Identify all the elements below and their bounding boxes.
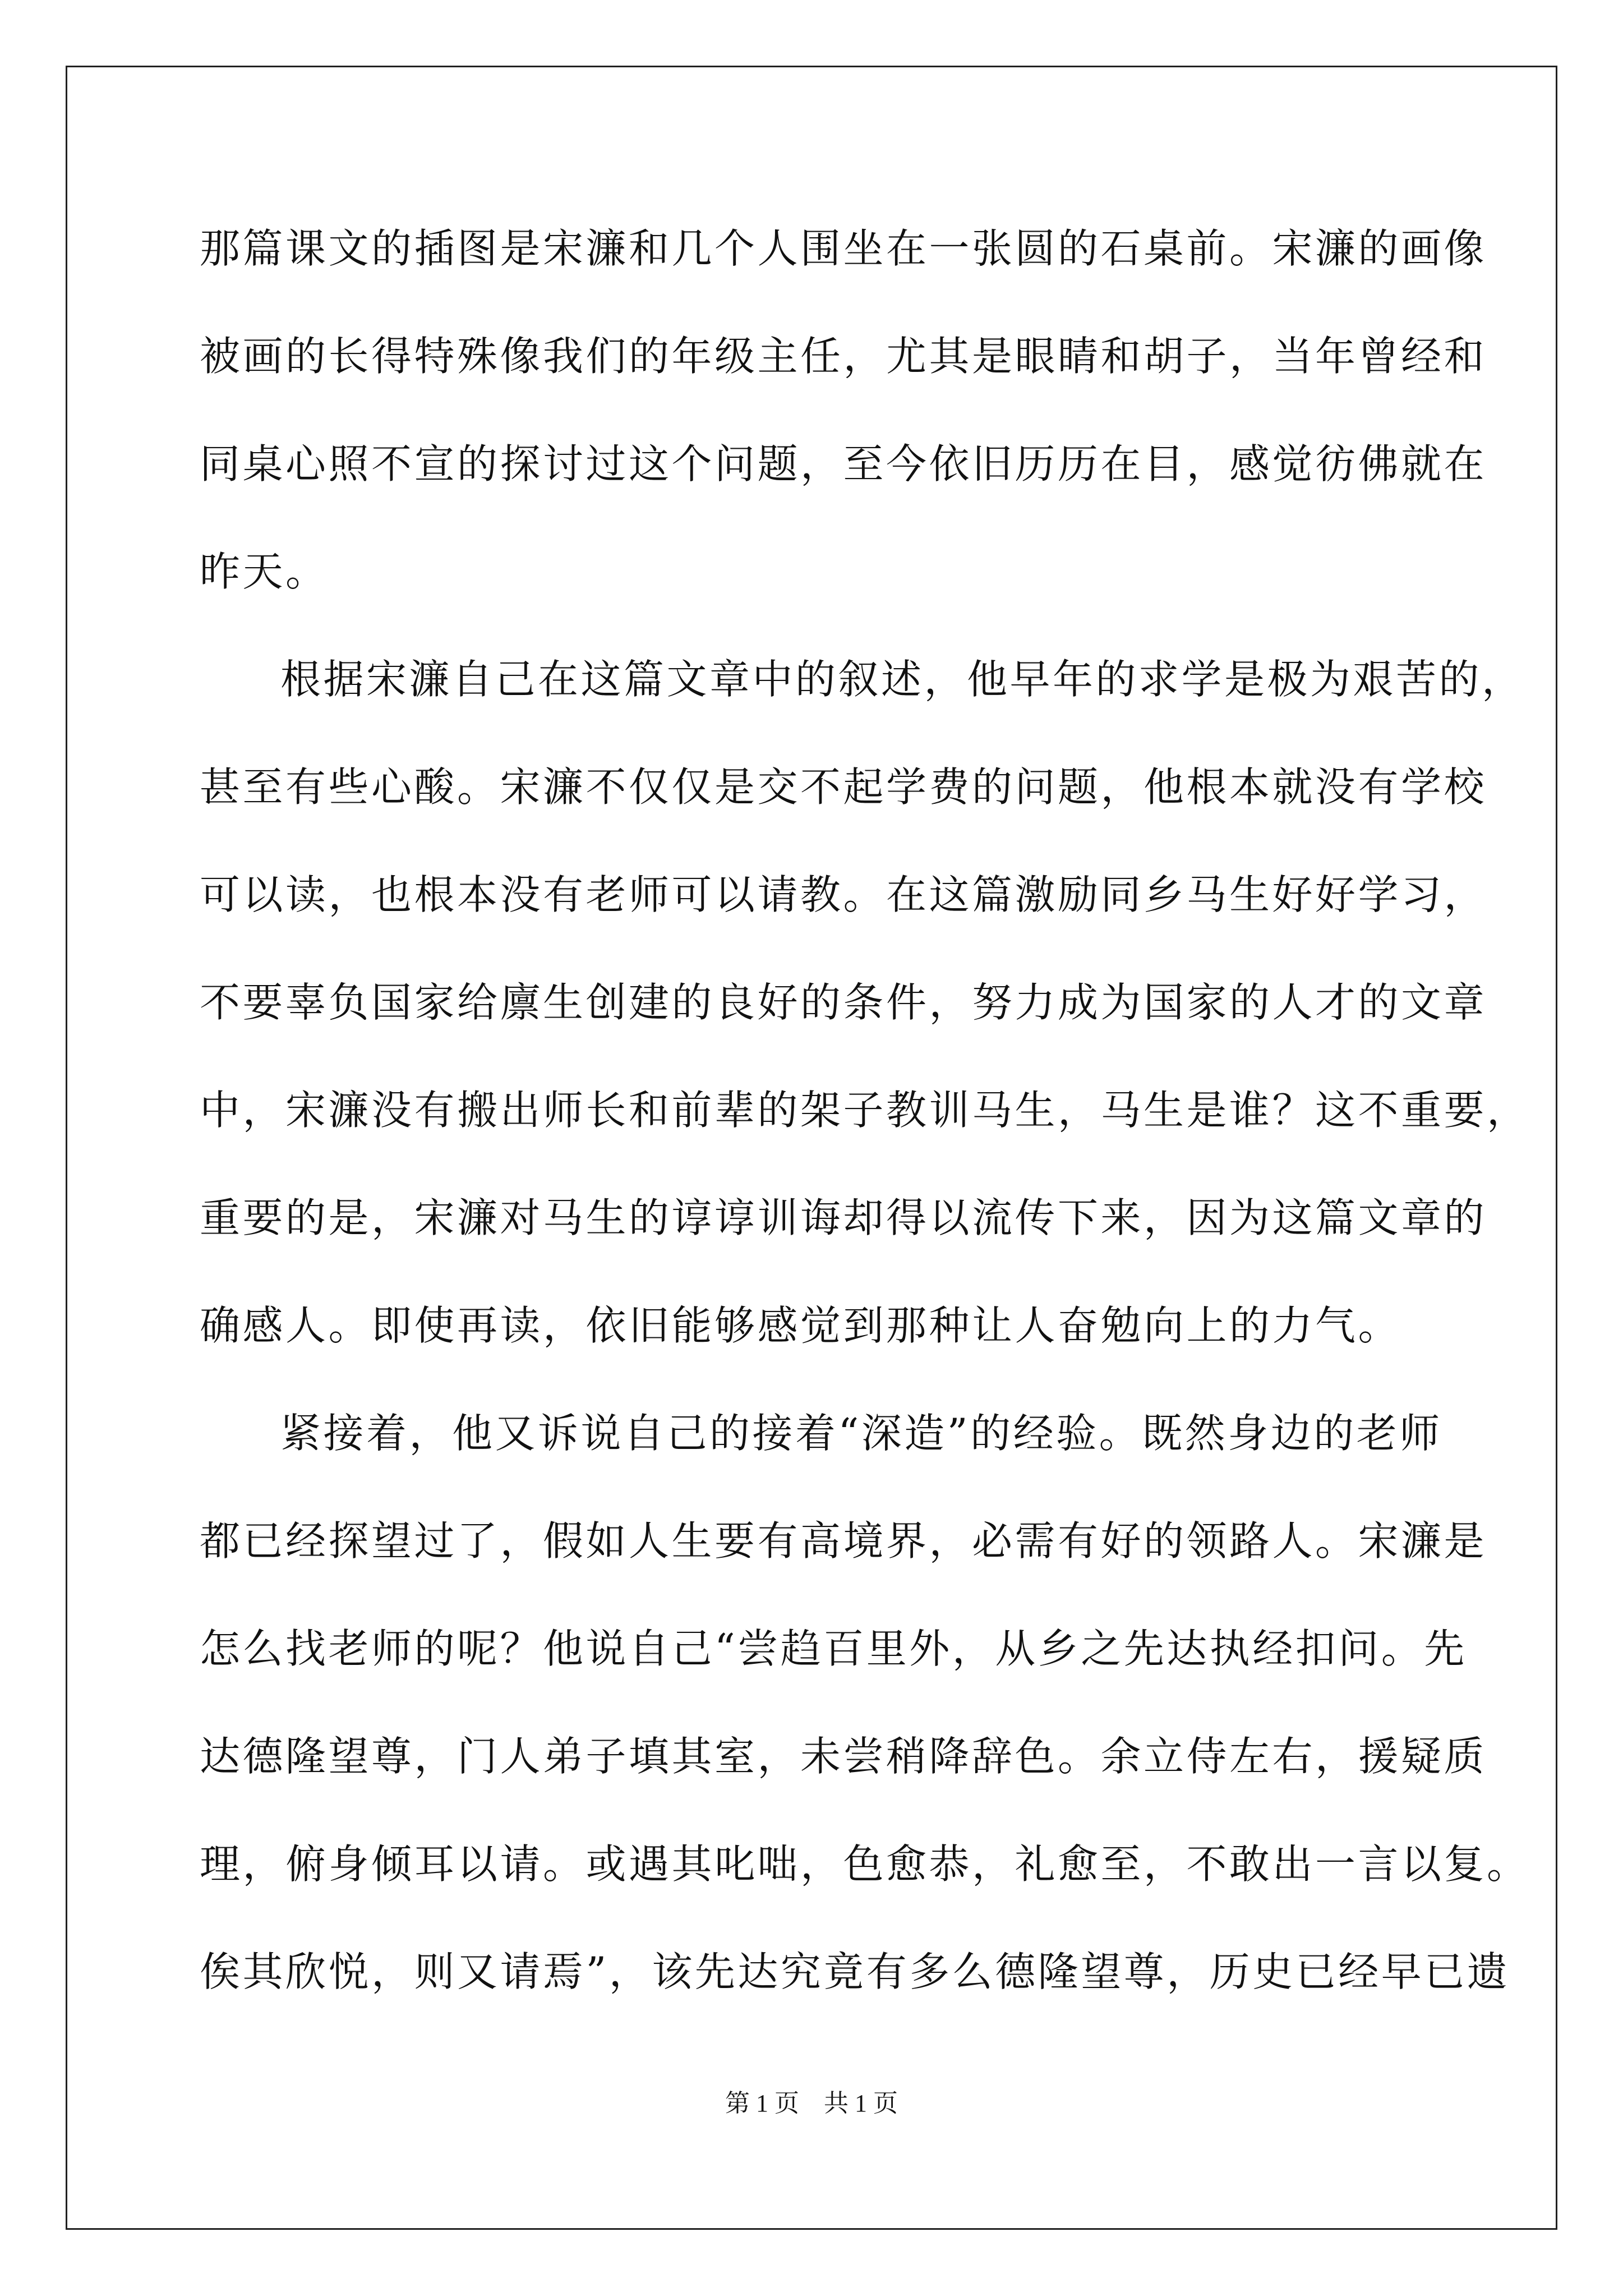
paragraph-start-line: 紧接着，他又诉说自己的接着“深造”的经验。既然身边的老师	[280, 1410, 1442, 1457]
text-line: 那篇课文的插图是宋濂和几个人围坐在一张圆的石桌前。宋濂的画像	[200, 225, 1487, 272]
text-line: 中，宋濂没有搬出师长和前辈的架子教训马生，马生是谁？这不重要，	[200, 1087, 1530, 1134]
text-line: 俟其欣悦，则又请焉”，该先达究竟有多么德隆望尊，历史已经早已遗	[200, 1948, 1510, 1995]
text-line: 不要辜负国家给廪生创建的良好的条件，努力成为国家的人才的文章	[200, 979, 1487, 1026]
page-border	[66, 66, 1557, 2230]
page-number-footer: 第 1 页 共 1 页	[725, 2090, 898, 2117]
text-line: 理，俯身倾耳以请。或遇其叱咄，色愈恭，礼愈至，不敢出一言以复。	[200, 1841, 1530, 1888]
text-line: 重要的是，宋濂对马生的谆谆训诲却得以流传下来，因为这篇文章的	[200, 1194, 1487, 1241]
text-line: 怎么找老师的呢？他说自己“尝趋百里外，从乡之先达执经扣问。先	[200, 1625, 1467, 1672]
text-line: 甚至有些心酸。宋濂不仅仅是交不起学费的问题，他根本就没有学校	[200, 763, 1487, 811]
text-line: 被画的长得特殊像我们的年级主任，尤其是眼睛和胡子，当年曾经和	[200, 333, 1487, 380]
text-line: 达德隆望尊，门人弟子填其室，未尝稍降辞色。余立侍左右，援疑质	[200, 1733, 1487, 1780]
text-line: 都已经探望过了，假如人生要有高境界，必需有好的领路人。宋濂是	[200, 1517, 1487, 1565]
text-line: 同桌心照不宣的探讨过这个问题，至今依旧历历在目，感觉彷佛就在	[200, 440, 1487, 487]
text-line: 确感人。即使再读，依旧能够感觉到那种让人奋勉向上的力气。	[200, 1302, 1401, 1349]
text-line: 昨天。	[200, 548, 329, 595]
text-line: 可以读，也根本没有老师可以请教。在这篇激励同乡马生好好学习，	[200, 871, 1487, 918]
paragraph-start-line: 根据宋濂自己在这篇文章中的叙述，他早年的求学是极为艰苦的，	[280, 656, 1525, 703]
